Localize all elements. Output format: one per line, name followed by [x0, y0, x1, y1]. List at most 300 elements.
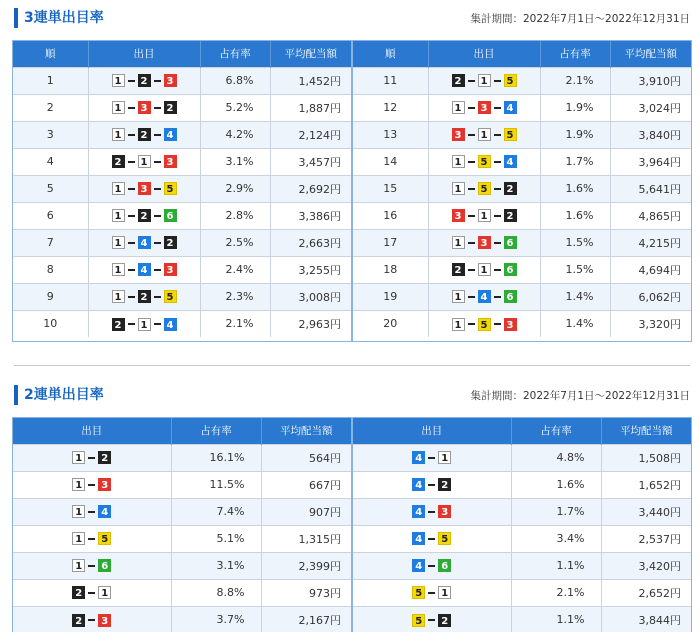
exacta-period: 集計期間：2022年7月1日～2022年12月31日	[470, 390, 690, 402]
trifecta-table-left	[13, 41, 351, 337]
rank-cell: 13	[353, 121, 428, 148]
combo-separator	[128, 80, 135, 82]
payout-cell: 907円	[261, 498, 351, 525]
boat-number-badge: 1	[112, 128, 125, 141]
table-row	[13, 552, 351, 579]
combo-separator	[468, 134, 475, 136]
payout-cell: 1,315円	[261, 525, 351, 552]
table-row	[353, 552, 691, 579]
payout-cell: 4,215円	[610, 229, 691, 256]
combo-badges	[112, 74, 177, 87]
boat-number-badge: 1	[452, 236, 465, 249]
boat-number-badge: 5	[412, 586, 425, 599]
share-cell: 2.4%	[200, 256, 270, 283]
header-rank: 順	[13, 41, 88, 67]
combo-separator	[428, 619, 435, 621]
boat-number-badge: 6	[504, 236, 517, 249]
payout-cell: 1,508円	[601, 444, 691, 471]
combo-cell	[428, 283, 540, 310]
table-row	[13, 229, 351, 256]
boat-number-badge: 1	[112, 182, 125, 195]
boat-number-badge: 3	[452, 128, 465, 141]
combo-cell	[88, 283, 200, 310]
combo-separator	[88, 484, 95, 486]
combo-separator	[494, 323, 501, 325]
combo-separator	[494, 80, 501, 82]
header-payout: 平均配当額	[261, 418, 351, 444]
table-row	[353, 148, 691, 175]
boat-number-badge: 2	[98, 451, 111, 464]
combo-cell	[428, 256, 540, 283]
combo-separator	[494, 188, 501, 190]
share-cell: 1.5%	[540, 229, 610, 256]
combo-separator	[154, 215, 161, 217]
combo-cell	[13, 471, 171, 498]
payout-cell: 3,255円	[270, 256, 351, 283]
combo-cell	[428, 94, 540, 121]
boat-number-badge: 3	[164, 155, 177, 168]
boat-number-badge: 1	[452, 182, 465, 195]
trifecta-title: 3連単出目率	[14, 8, 104, 28]
rank-cell: 10	[13, 310, 88, 337]
boat-number-badge: 2	[504, 182, 517, 195]
boat-number-badge: 2	[72, 614, 85, 627]
boat-number-badge: 1	[112, 236, 125, 249]
trifecta-period: 集計期間：2022年7月1日～2022年12月31日	[470, 13, 690, 25]
table-row	[353, 121, 691, 148]
boat-number-badge: 2	[72, 586, 85, 599]
boat-number-badge: 5	[478, 318, 491, 331]
payout-cell: 3,910円	[610, 67, 691, 94]
share-cell: 1.9%	[540, 94, 610, 121]
boat-number-badge: 5	[504, 74, 517, 87]
table-row	[353, 256, 691, 283]
combo-cell	[13, 552, 171, 579]
boat-number-badge: 2	[164, 236, 177, 249]
combo-badges	[112, 263, 177, 276]
table-row	[353, 525, 691, 552]
boat-number-badge: 4	[412, 451, 425, 464]
combo-cell	[428, 202, 540, 229]
exacta-table-left-frame	[12, 417, 352, 632]
payout-cell: 564円	[261, 444, 351, 471]
payout-cell: 2,963円	[270, 310, 351, 337]
table-row	[353, 471, 691, 498]
combo-badges	[72, 478, 111, 491]
combo-cell	[428, 148, 540, 175]
payout-cell: 2,692円	[270, 175, 351, 202]
table-row	[13, 310, 351, 337]
payout-cell: 2,663円	[270, 229, 351, 256]
combo-cell	[13, 498, 171, 525]
share-cell: 3.1%	[171, 552, 261, 579]
share-cell: 1.5%	[540, 256, 610, 283]
combo-badges	[412, 532, 451, 545]
boat-number-badge: 5	[98, 532, 111, 545]
boat-number-badge: 1	[112, 290, 125, 303]
combo-badges	[412, 614, 451, 627]
header-combo: 出目	[353, 418, 511, 444]
rank-cell: 14	[353, 148, 428, 175]
table-row	[353, 579, 691, 606]
combo-badges	[112, 209, 177, 222]
combo-separator	[154, 80, 161, 82]
combo-separator	[494, 215, 501, 217]
combo-badges	[412, 451, 451, 464]
payout-cell: 3,440円	[601, 498, 691, 525]
boat-number-badge: 1	[112, 101, 125, 114]
boat-number-badge: 4	[412, 559, 425, 572]
rank-cell: 18	[353, 256, 428, 283]
boat-number-badge: 6	[438, 559, 451, 572]
combo-badges	[112, 155, 177, 168]
combo-badges	[412, 559, 451, 572]
share-cell: 5.2%	[200, 94, 270, 121]
boat-number-badge: 5	[478, 182, 491, 195]
rank-cell: 5	[13, 175, 88, 202]
combo-separator	[128, 242, 135, 244]
table-row	[353, 283, 691, 310]
table-row	[353, 444, 691, 471]
combo-separator	[154, 323, 161, 325]
boat-number-badge: 3	[164, 263, 177, 276]
rank-cell: 4	[13, 148, 88, 175]
boat-number-badge: 3	[478, 101, 491, 114]
payout-cell: 6,062円	[610, 283, 691, 310]
rank-cell: 9	[13, 283, 88, 310]
combo-cell	[13, 579, 171, 606]
share-cell: 2.9%	[200, 175, 270, 202]
boat-number-badge: 4	[138, 236, 151, 249]
combo-cell	[88, 148, 200, 175]
boat-number-badge: 6	[164, 209, 177, 222]
combo-separator	[154, 134, 161, 136]
boat-number-badge: 3	[138, 182, 151, 195]
header-share: 占有率	[511, 418, 601, 444]
boat-number-badge: 4	[164, 128, 177, 141]
table-row	[353, 310, 691, 337]
combo-separator	[88, 538, 95, 540]
boat-number-badge: 4	[478, 290, 491, 303]
boat-number-badge: 4	[412, 532, 425, 545]
combo-cell	[353, 471, 511, 498]
boat-number-badge: 5	[164, 290, 177, 303]
combo-badges	[72, 614, 111, 627]
combo-separator	[128, 296, 135, 298]
combo-badges	[452, 101, 517, 114]
combo-cell	[13, 606, 171, 632]
boat-number-badge: 1	[138, 155, 151, 168]
table-row	[353, 498, 691, 525]
combo-badges	[112, 182, 177, 195]
combo-separator	[468, 323, 475, 325]
rank-cell: 6	[13, 202, 88, 229]
combo-badges	[452, 128, 517, 141]
share-cell: 1.1%	[511, 552, 601, 579]
header-share: 占有率	[171, 418, 261, 444]
rank-cell: 3	[13, 121, 88, 148]
payout-cell: 3,320円	[610, 310, 691, 337]
share-cell: 2.8%	[200, 202, 270, 229]
combo-badges	[452, 318, 517, 331]
payout-cell: 4,865円	[610, 202, 691, 229]
boat-number-badge: 6	[504, 290, 517, 303]
combo-separator	[428, 484, 435, 486]
boat-number-badge: 4	[504, 101, 517, 114]
combo-cell	[428, 229, 540, 256]
header-rank: 順	[353, 41, 428, 67]
boat-number-badge: 3	[438, 505, 451, 518]
boat-number-badge: 1	[452, 101, 465, 114]
combo-cell	[353, 606, 511, 632]
combo-separator	[154, 242, 161, 244]
combo-separator	[468, 215, 475, 217]
share-cell: 1.7%	[540, 148, 610, 175]
combo-separator	[494, 107, 501, 109]
boat-number-badge: 1	[72, 478, 85, 491]
share-cell: 1.7%	[511, 498, 601, 525]
boat-number-badge: 5	[504, 128, 517, 141]
combo-separator	[128, 161, 135, 163]
share-cell: 1.6%	[540, 202, 610, 229]
table-row	[13, 121, 351, 148]
header-payout: 平均配当額	[601, 418, 691, 444]
boat-number-badge: 2	[138, 128, 151, 141]
boat-number-badge: 1	[72, 532, 85, 545]
combo-cell	[88, 310, 200, 337]
payout-cell: 2,652円	[601, 579, 691, 606]
header-combo: 出目	[88, 41, 200, 67]
boat-number-badge: 5	[478, 155, 491, 168]
combo-badges	[452, 209, 517, 222]
share-cell: 16.1%	[171, 444, 261, 471]
combo-separator	[128, 188, 135, 190]
combo-separator	[468, 269, 475, 271]
table-row	[353, 229, 691, 256]
combo-separator	[468, 80, 475, 82]
rank-cell: 2	[13, 94, 88, 121]
combo-cell	[353, 444, 511, 471]
table-row	[13, 94, 351, 121]
payout-cell: 973円	[261, 579, 351, 606]
table-row	[13, 202, 351, 229]
table-row	[353, 606, 691, 632]
header-share: 占有率	[200, 41, 270, 67]
payout-cell: 2,167円	[261, 606, 351, 632]
combo-separator	[494, 296, 501, 298]
share-cell: 3.4%	[511, 525, 601, 552]
combo-separator	[154, 296, 161, 298]
table-row	[353, 175, 691, 202]
combo-cell	[428, 175, 540, 202]
payout-cell: 3,844円	[601, 606, 691, 632]
combo-badges	[452, 182, 517, 195]
boat-number-badge: 3	[98, 478, 111, 491]
table-row	[13, 67, 351, 94]
payout-cell: 3,964円	[610, 148, 691, 175]
share-cell: 2.3%	[200, 283, 270, 310]
combo-separator	[128, 269, 135, 271]
rank-cell: 20	[353, 310, 428, 337]
rank-cell: 12	[353, 94, 428, 121]
combo-badges	[452, 290, 517, 303]
share-cell: 1.1%	[511, 606, 601, 632]
combo-cell	[88, 121, 200, 148]
combo-cell	[353, 525, 511, 552]
combo-cell	[428, 310, 540, 337]
combo-cell	[353, 498, 511, 525]
payout-cell: 2,537円	[601, 525, 691, 552]
combo-separator	[428, 538, 435, 540]
rank-cell: 7	[13, 229, 88, 256]
table-row	[353, 202, 691, 229]
combo-cell	[88, 229, 200, 256]
combo-separator	[468, 242, 475, 244]
combo-separator	[128, 215, 135, 217]
rank-cell: 16	[353, 202, 428, 229]
combo-separator	[154, 188, 161, 190]
exacta-table-right-frame	[352, 417, 692, 632]
combo-separator	[154, 269, 161, 271]
combo-badges	[112, 318, 177, 331]
exacta-title: 2連単出目率	[14, 385, 104, 405]
combo-badges	[72, 559, 111, 572]
share-cell: 2.1%	[511, 579, 601, 606]
boat-number-badge: 1	[112, 74, 125, 87]
table-row	[353, 94, 691, 121]
combo-cell	[428, 121, 540, 148]
boat-number-badge: 3	[504, 318, 517, 331]
boat-number-badge: 4	[504, 155, 517, 168]
payout-cell: 2,124円	[270, 121, 351, 148]
boat-number-badge: 1	[438, 451, 451, 464]
combo-separator	[154, 161, 161, 163]
combo-badges	[72, 532, 111, 545]
combo-separator	[428, 511, 435, 513]
combo-cell	[353, 579, 511, 606]
payout-cell: 2,399円	[261, 552, 351, 579]
boat-number-badge: 1	[452, 290, 465, 303]
payout-cell: 3,840円	[610, 121, 691, 148]
trifecta-table-left-frame	[12, 40, 352, 342]
payout-cell: 4,694円	[610, 256, 691, 283]
boat-number-badge: 2	[504, 209, 517, 222]
boat-number-badge: 1	[72, 451, 85, 464]
combo-badges	[412, 586, 451, 599]
combo-separator	[494, 242, 501, 244]
boat-number-badge: 1	[478, 209, 491, 222]
boat-number-badge: 1	[112, 209, 125, 222]
payout-cell: 1,652円	[601, 471, 691, 498]
table-row	[13, 471, 351, 498]
share-cell: 8.8%	[171, 579, 261, 606]
trifecta-section-header	[14, 8, 690, 28]
combo-badges	[452, 74, 517, 87]
share-cell: 1.4%	[540, 283, 610, 310]
combo-cell	[13, 444, 171, 471]
combo-badges	[72, 451, 111, 464]
section-divider	[14, 365, 690, 366]
share-cell: 5.1%	[171, 525, 261, 552]
combo-badges	[412, 478, 451, 491]
boat-number-badge: 1	[72, 559, 85, 572]
share-cell: 2.1%	[200, 310, 270, 337]
combo-badges	[72, 505, 111, 518]
boat-number-badge: 2	[138, 209, 151, 222]
header-share: 占有率	[540, 41, 610, 67]
combo-separator	[128, 134, 135, 136]
table-row	[13, 525, 351, 552]
payout-cell: 3,024円	[610, 94, 691, 121]
exacta-section-header	[14, 385, 690, 405]
rank-cell: 15	[353, 175, 428, 202]
boat-number-badge: 5	[164, 182, 177, 195]
payout-cell: 3,457円	[270, 148, 351, 175]
combo-separator	[128, 323, 135, 325]
boat-number-badge: 1	[452, 318, 465, 331]
boat-number-badge: 1	[98, 586, 111, 599]
boat-number-badge: 2	[112, 318, 125, 331]
boat-number-badge: 2	[438, 614, 451, 627]
combo-badges	[112, 128, 177, 141]
payout-cell: 1,887円	[270, 94, 351, 121]
boat-number-badge: 4	[164, 318, 177, 331]
boat-number-badge: 1	[478, 128, 491, 141]
boat-number-badge: 1	[452, 155, 465, 168]
combo-badges	[412, 505, 451, 518]
table-row	[353, 67, 691, 94]
share-cell: 2.1%	[540, 67, 610, 94]
share-cell: 4.8%	[511, 444, 601, 471]
boat-number-badge: 1	[72, 505, 85, 518]
boat-number-badge: 6	[98, 559, 111, 572]
rank-cell: 19	[353, 283, 428, 310]
boat-number-badge: 1	[478, 263, 491, 276]
header-payout: 平均配当額	[270, 41, 351, 67]
rank-cell: 8	[13, 256, 88, 283]
combo-cell	[88, 94, 200, 121]
combo-cell	[88, 175, 200, 202]
header-combo: 出目	[13, 418, 171, 444]
trifecta-table-right	[353, 41, 691, 337]
boat-number-badge: 2	[138, 74, 151, 87]
combo-badges	[452, 263, 517, 276]
combo-cell	[353, 552, 511, 579]
table-row	[13, 283, 351, 310]
share-cell: 6.8%	[200, 67, 270, 94]
boat-number-badge: 3	[138, 101, 151, 114]
combo-separator	[494, 269, 501, 271]
combo-cell	[88, 256, 200, 283]
combo-separator	[494, 161, 501, 163]
combo-badges	[72, 586, 111, 599]
combo-cell	[428, 67, 540, 94]
combo-separator	[88, 457, 95, 459]
boat-number-badge: 4	[412, 478, 425, 491]
share-cell: 1.6%	[511, 471, 601, 498]
boat-number-badge: 5	[438, 532, 451, 545]
boat-number-badge: 1	[478, 74, 491, 87]
combo-separator	[128, 107, 135, 109]
combo-separator	[88, 592, 95, 594]
boat-number-badge: 4	[412, 505, 425, 518]
boat-number-badge: 3	[478, 236, 491, 249]
payout-cell: 5,641円	[610, 175, 691, 202]
combo-badges	[112, 101, 177, 114]
boat-number-badge: 2	[452, 74, 465, 87]
table-row	[13, 148, 351, 175]
boat-number-badge: 2	[164, 101, 177, 114]
